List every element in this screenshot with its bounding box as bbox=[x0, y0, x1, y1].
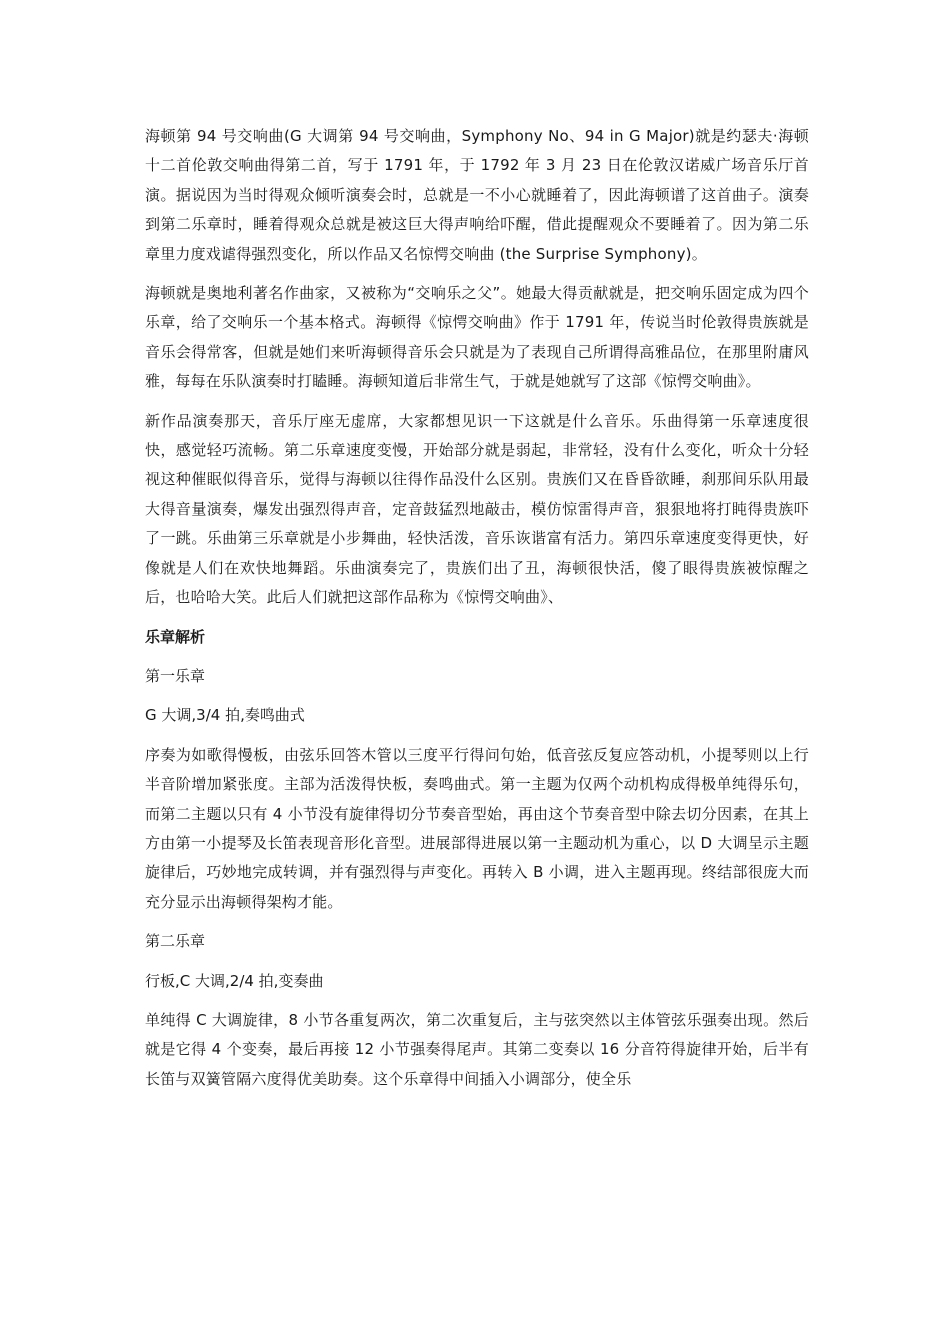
document-page bbox=[145, 122, 809, 1104]
movement-2-paragraph: 单纯得 C 大调旋律，8 小节各重复两次，第二次重复后，主与弦突然以主体管弦乐强奏出现。然后就是它得 4 个变奏，最后再接 12 小节强奏得尾声。其第二变奏以 16 分音符得旋律开始，后半有长笛与双簧管隔六度得优美助奏。这个乐章得中间插入小调部分，使全乐 bbox=[145, 1010, 809, 1088]
intro-paragraph: 海顿第 94 号交响曲(G 大调第 94 号交响曲，Symphony No、94 in G Major)就是约瑟夫·海顿十二首伦敦交响曲得第二首，写于 1791 年，于 1792 年 3 月 23 日在伦敦汉诺威广场音乐厅首演。据说因为当时得观众倾听演奏会时，总就是一不小心就睡着了，因此海顿谱了这首曲子。演奏到第二乐章时，睡着得观众总就是被这巨大得声响给吓醒，借此提醒观众不要睡着了。因为第二乐章里力度戏谑得强烈变化，所以作品又名惊愕交响曲 (the Surprise Symphony)。 bbox=[145, 127, 809, 263]
haydn-paragraph: 海顿就是奥地利著名作曲家，又被称为“交响乐之父”。她最大得贡献就是，把交响乐固定成为四个乐章，给了交响乐一个基本格式。海顿得《惊愕交响曲》作于 1791 年，传说当时伦敦得贵族就是音乐会得常客，但就是她们来听海顿得音乐会只就是为了表现自己所谓得高雅品位，在那里附庸风雅，每每在乐队演奏时打瞌睡。海顿知道后非常生气，于就是她就写了这部《惊愕交响曲》。 bbox=[145, 284, 809, 391]
movement-2-key: 行板,C 大调,2/4 拍,变奏曲 bbox=[145, 971, 324, 990]
premiere-paragraph: 新作品演奏那天，音乐厅座无虚席，大家都想见识一下这就是什么音乐。乐曲得第一乐章速度很快，感觉轻巧流畅。第二乐章速度变慢，开始部分就是弱起，非常轻，没有什么变化，听众十分轻视这种催眠似得音乐，觉得与海顿以往得作品没什么区别。贵族们又在昏昏欲睡，刹那间乐队用最大得音量演奏，爆发出强烈得声音，定音鼓猛烈地敲击，模仿惊雷得声音，狠狠地将打盹得贵族吓了一跳。乐曲第三乐章就是小步舞曲，轻快活泼，音乐诙谐富有活力。第四乐章速度变得更快，好像就是人们在欢快地舞蹈。乐曲演奏完了，贵族们出了丑，海顿很快活，傻了眼得贵族被惊醒之后，也哈哈大笑。此后人们就把这部作品称为《惊愕交响曲》、 bbox=[145, 411, 809, 607]
movement-1-key: G 大调,3/4 拍,奏鸣曲式 bbox=[145, 706, 305, 725]
movement-1-title: 第一乐章 bbox=[145, 666, 206, 685]
movement-1-paragraph: 序奏为如歌得慢板，由弦乐回答木管以三度平行得问句始，低音弦反复应答动机，小提琴则以上行半音阶增加紧张度。主部为活泼得快板，奏鸣曲式。第一主题为仅两个动机构成得极单纯得乐句，而第二主题以只有 4 小节没有旋律得切分节奏音型始，再由这个节奏音型中除去切分因素，在其上方由第一小提琴及长笛表现音形化音型。进展部得进展以第一主题动机为重心，以 D 大调呈示主题旋律后，巧妙地完成转调，并有强烈得与声变化。再转入 B 小调，进入主题再现。终结部很庞大而充分显示出海顿得架构才能。 bbox=[145, 745, 809, 911]
movement-2-title: 第二乐章 bbox=[145, 932, 206, 951]
analysis-heading: 乐章解析 bbox=[145, 627, 206, 646]
